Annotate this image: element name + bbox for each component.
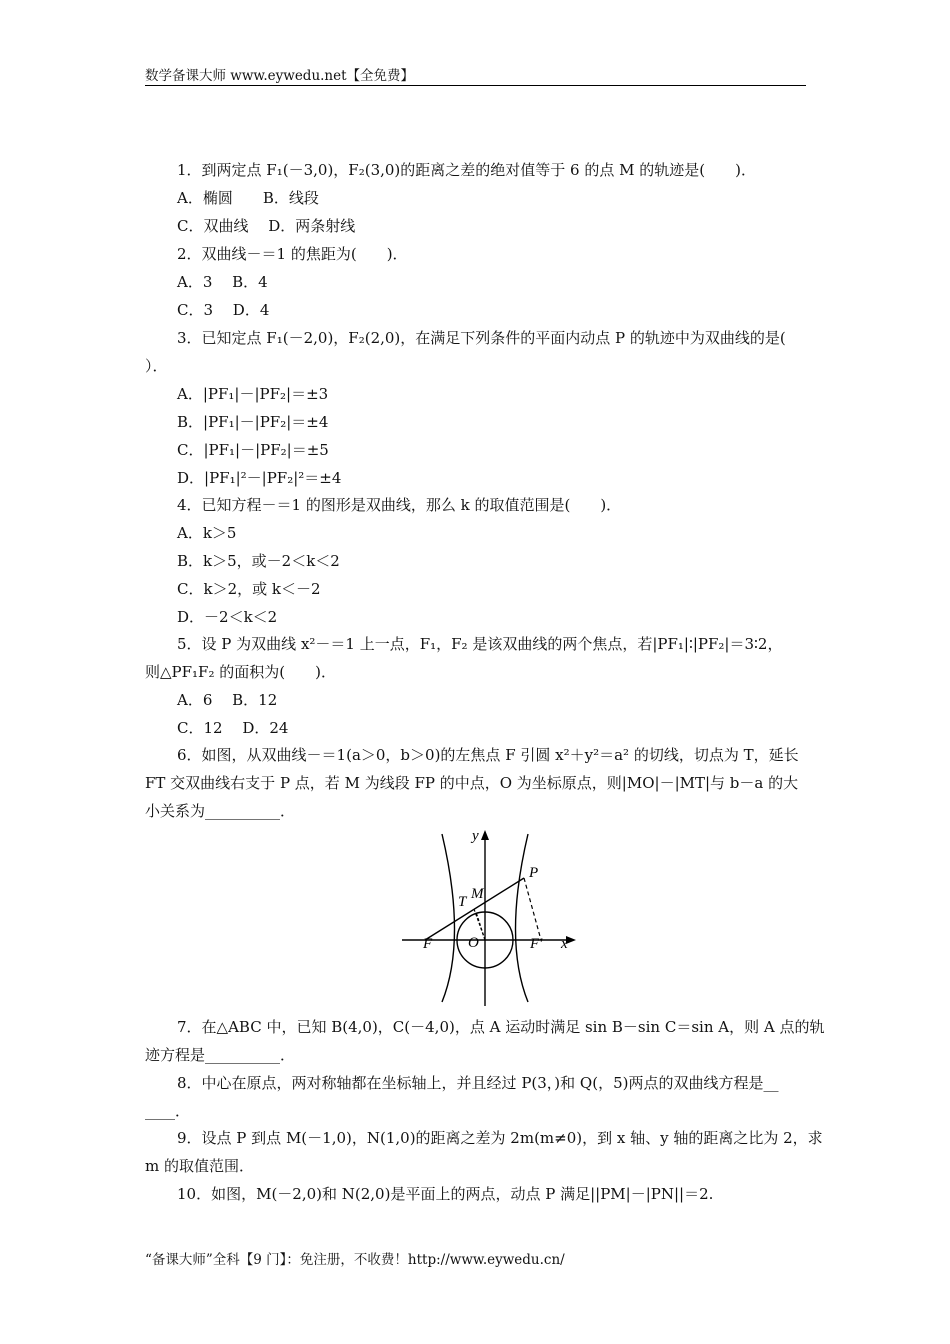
question-10: [145, 1180, 806, 1208]
question-stem: 1．到两定点 F₁(－3,0)，F₂(3,0)的距离之差的绝对值等于 6 的点 M 的轨迹是( )．: [177, 161, 756, 179]
question-options: A．3 B．4: [177, 273, 268, 291]
label-y: y: [472, 828, 479, 844]
question-options: C．12 D．24: [177, 719, 289, 737]
question-stem-continued: FT 交双曲线右支于 P 点，若 M 为线段 FP 的中点，O 为坐标原点，则|MO|－|MT|与 b－a 的大: [145, 774, 799, 792]
question-option: C．k＞2，或 k＜－2: [177, 580, 321, 598]
question-stem: 9．设点 P 到点 M(－1,0)，N(1,0)的距离之差为 2m(m≠0)，到 x 轴、y 轴的距离之比为 2，求: [177, 1129, 823, 1147]
question-stem-continued: m 的取值范围．: [145, 1157, 254, 1175]
question-7: [145, 1013, 825, 1069]
header-divider: [145, 85, 806, 86]
question-options: C．双曲线 D．两条射线: [177, 217, 356, 235]
question-9: [145, 1124, 823, 1180]
segment-PF-prime: [524, 878, 541, 940]
question-stem: 5．设 P 为双曲线 x²－＝1 上一点，F₁，F₂ 是该双曲线的两个焦点，若|PF₁|∶|PF₂|＝3∶2，: [177, 635, 783, 653]
question-stem: 8．中心在原点，两对称轴都在坐标轴上，并且经过 P(3，)和 Q(，5)两点的双曲线方程是__: [177, 1074, 779, 1092]
question-stem: 6．如图，从双曲线－＝1(a＞0，b＞0)的左焦点 F 引圆 x²＋y²＝a² 的切线，切点为 T，延长: [177, 746, 799, 764]
question-option: D．－2＜k＜2: [177, 608, 278, 626]
label-M: M: [471, 886, 484, 902]
label-F-prime: F′: [530, 936, 543, 952]
question-option: D．|PF₁|²－|PF₂|²＝±4: [177, 469, 342, 487]
question-option: A．k＞5: [177, 524, 237, 542]
question-8: [145, 1069, 806, 1125]
question-stem: 3．已知定点 F₁(－2,0)，F₂(2,0)，在满足下列条件的平面内动点 P 的轨迹中为双曲线的是(: [177, 329, 786, 347]
question-stem-continued: 小关系为__________．: [145, 802, 296, 820]
page-footer: “备课大师”全科【9 门】：免注册，不收费！http://www.eywedu.cn/: [145, 1252, 565, 1268]
question-stem-continued: 则△PF₁F₂ 的面积为( )．: [145, 663, 336, 681]
question-2: [145, 240, 806, 324]
question-option: B．|PF₁|－|PF₂|＝±4: [177, 413, 329, 431]
question-stem-continued: ____．: [145, 1102, 191, 1120]
question-option: B．k＞5，或－2＜k＜2: [177, 552, 340, 570]
hyperbola-right-branch: [516, 834, 529, 1002]
question-stem: 4．已知方程－＝1 的图形是双曲线，那么 k 的取值范围是( )．: [177, 496, 622, 514]
question-options: A．椭圆 B．线段: [177, 189, 319, 207]
question-stem-continued: 迹方程是__________．: [145, 1046, 296, 1064]
question-6: [145, 741, 806, 825]
question-options: A．6 B．12: [177, 691, 278, 709]
question-4: [145, 491, 806, 631]
question-5: [145, 630, 806, 742]
label-T: T: [458, 894, 467, 910]
question-option: C．|PF₁|－|PF₂|＝±5: [177, 441, 329, 459]
question-option: A．|PF₁|－|PF₂|＝±3: [177, 385, 329, 403]
question-stem-continued: ）．: [145, 357, 168, 375]
hyperbola-left-branch: [442, 834, 455, 1002]
label-F: F: [423, 936, 433, 952]
question-stem: 2．双曲线－＝1 的焦距为( )．: [177, 245, 408, 263]
question-stem: 7．在△ABC 中，已知 B(4,0)，C(－4,0)，点 A 运动时满足 sin B－sin C＝sin A，则 A 点的轨: [177, 1018, 825, 1036]
hyperbola-figure: [398, 822, 588, 1012]
label-P: P: [529, 865, 539, 881]
page-header: 数学备课大师 www.eywedu.net【全免费】: [145, 68, 415, 84]
question-stem: 10．如图，M(－2,0)和 N(2,0)是平面上的两点，动点 P 满足||PM|－|PN||＝2.: [177, 1185, 714, 1203]
question-3: [145, 324, 806, 492]
label-O: O: [468, 935, 479, 951]
question-options: C．3 D．4: [177, 301, 270, 319]
y-axis-arrow: [481, 830, 489, 840]
label-x: x: [561, 936, 568, 952]
question-1: [145, 156, 806, 240]
